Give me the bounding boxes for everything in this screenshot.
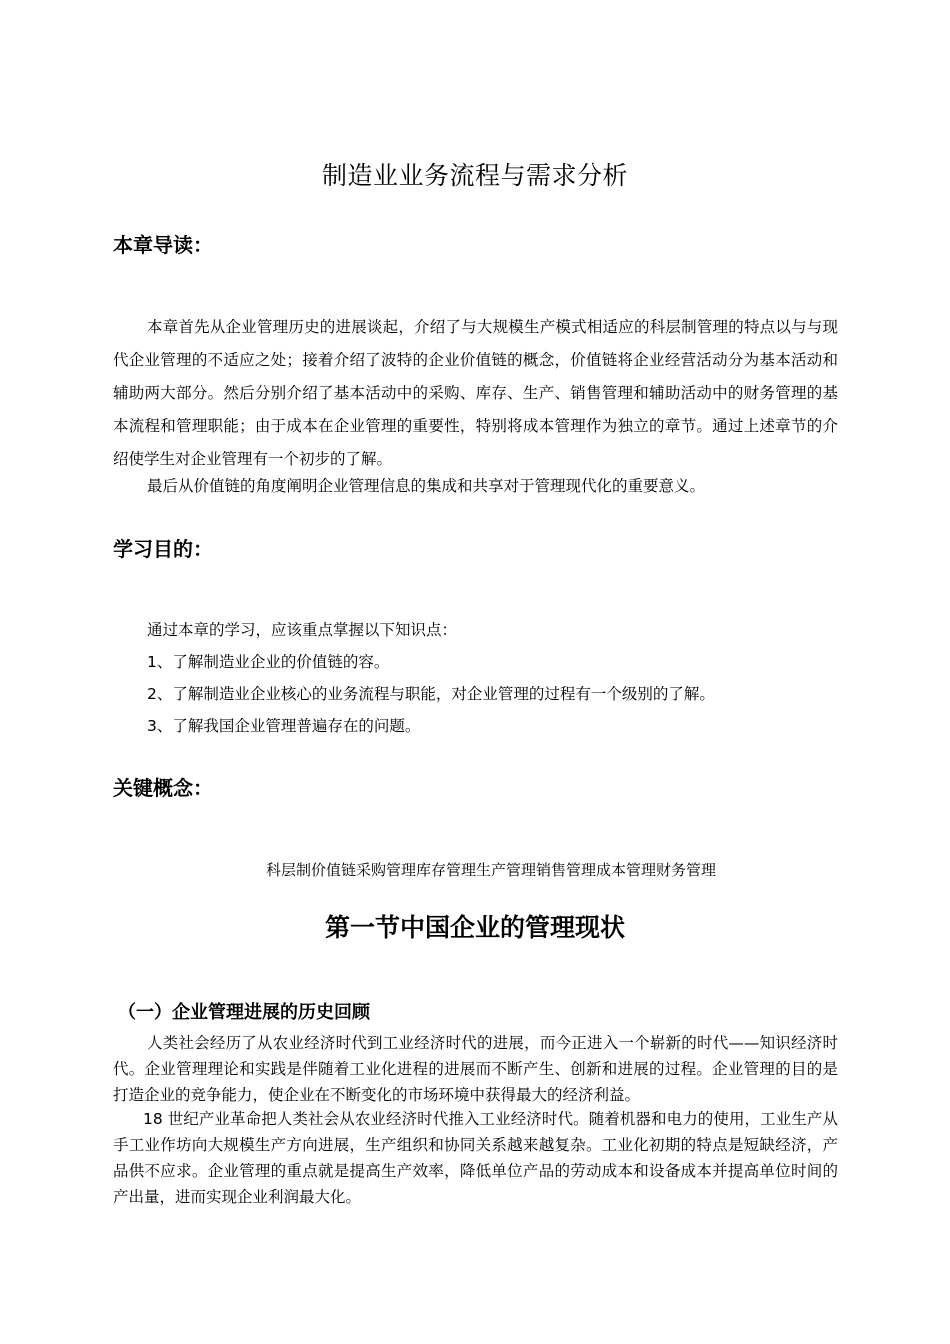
document-title: 制造业业务流程与需求分析 <box>321 161 628 190</box>
objective-item-1: 1、了解制造业企业的价值链的容。 <box>147 653 390 671</box>
concepts-heading: 关键概念： <box>113 776 213 800</box>
section-1-paragraph-2: 18 世纪产业革命把人类社会从农业经济时代推入工业经济时代。随着机器和电力的使用，工业生产从手工业作坊向大规模生产方向进展，生产组织和协同关系越来越复杂。工业化初期的特点是短缺经济，产品供不应求。企业管理的重点就是提高生产效率，降低单位产品的劳动成本和设备成本并提高单位时间的产出量，进而实现企业利润最大化。 <box>113 1110 838 1206</box>
objective-item-3: 3、了解我国企业管理普遍存在的问题。 <box>147 717 421 735</box>
objectives-heading: 学习目的： <box>113 537 213 561</box>
objectives-lead: 通过本章的学习，应该重点掌握以下知识点： <box>147 621 458 639</box>
intro-paragraph-1: 本章首先从企业管理历史的进展谈起，介绍了与大规模生产模式相适应的科层制管理的特点以与与现代企业管理的不适应之处；接着介绍了波特的企业价值链的概念，价值链将企业经营活动分为基本活动和辅助两大部分。然后分别介绍了基本活动中的采购、库存、生产、销售管理和辅助活动中的财务管理的基本流程和管理职能；由于成本在企业管理的重要性，特别将成本管理作为独立的章节。通过上述章节的介绍使学生对企业管理有一个初步的了解。 <box>113 318 838 468</box>
section-1-paragraph-1: 人类社会经历了从农业经济时代到工业经济时代的进展，而今正进入一个崭新的时代——知识经济时代。企业管理理论和实践是伴随着工业化进程的进展而不断产生、创新和进展的过程。企业管理的目的是打造企业的竞争能力，使企业在不断变化的市场环境中获得最大的经济利益。 <box>113 1034 838 1104</box>
intro-heading: 本章导读： <box>113 233 213 257</box>
intro-paragraph-2: 最后从价值链的角度阐明企业管理信息的集成和共享对于管理现代化的重要意义。 <box>147 477 706 495</box>
key-concepts-list: 科层制价值链采购管理库存管理生产管理销售管理成本管理财务管理 <box>265 861 716 879</box>
section-1-title: 第一节中国企业的管理现状 <box>324 913 625 942</box>
section-1-subtitle: （一）企业管理进展的历史回顾 <box>118 1002 370 1023</box>
objective-item-2: 2、了解制造业企业核心的业务流程与职能，对企业管理的过程有一个级别的了解。 <box>147 685 715 703</box>
